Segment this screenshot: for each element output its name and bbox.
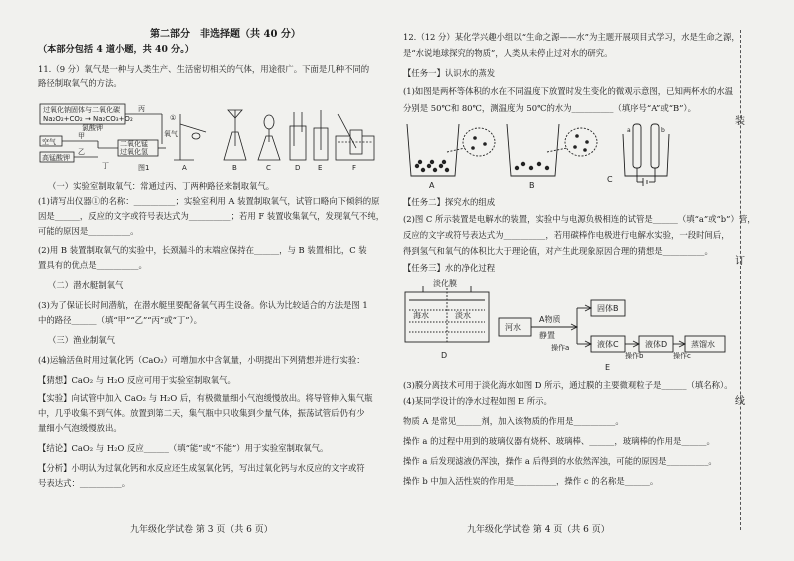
binding-mark: 线 xyxy=(735,396,745,407)
question-text: 因是______，反应的文字或符号表达式为__________；若用 F 装置收集氧气，发现氧气不纯， xyxy=(38,211,385,221)
fig-route: 乙 xyxy=(78,148,85,156)
question-text: 中的路径______（填“甲”“乙”“丙”或“丁”）。 xyxy=(38,315,203,325)
fig-device-label: B xyxy=(232,164,237,172)
fig-node: 固体B xyxy=(597,304,619,313)
question-text: 是“水说地球探究的物质”，人类从未停止过对水的研究。 xyxy=(403,48,613,58)
question-text: 操作 a 的过程中用到的玻璃仪器有烧杯、玻璃棒、______，玻璃棒的作用是______。 xyxy=(403,436,715,446)
fig-node: 液体D xyxy=(645,340,668,349)
question-text: (3)膜分离技术可用于淡化海水如图 D 所示，通过膜的主要微观粒子是______（填名称）。 xyxy=(403,380,733,390)
fig-label: 过氧化氢 xyxy=(120,148,148,156)
binding-mark: 订 xyxy=(735,256,745,267)
fig-device-label: D xyxy=(295,164,301,172)
question-text: 置具有的优点是__________。 xyxy=(38,260,147,270)
fig-device-label: C xyxy=(266,164,271,172)
question-text: 【任务三】水的净化过程 xyxy=(403,263,496,273)
fig-label: 氯酸钾 xyxy=(82,124,103,132)
fig-caption: D xyxy=(441,351,448,360)
fig-label: 高锰酸钾 xyxy=(42,154,70,162)
question-text: （一）实验室制取氧气：常通过丙、丁两种路径来制取氧气。 xyxy=(48,181,275,191)
right-page xyxy=(397,0,794,561)
fig-electrode-label: b xyxy=(661,127,665,134)
fig-route: 甲 xyxy=(78,132,85,140)
question-text: 【猜想】CaO₂ 与 H₂O 反应可用于实验室制取氧气。 xyxy=(38,375,236,385)
evaporation-figure xyxy=(401,120,681,190)
fig-label: A物质 xyxy=(539,315,561,324)
question-text: (4)某同学设计的净水过程如图 E 所示。 xyxy=(403,396,552,406)
fig-label: 淡化膜 xyxy=(433,279,457,288)
fig-label: 海水 xyxy=(413,311,429,320)
question-text: 路径制取氧气的方法。 xyxy=(38,78,122,88)
question-text: 操作 b 中加入活性炭的作用是__________，操作 c 的名称是______。 xyxy=(403,476,659,486)
fig-label: A xyxy=(429,181,435,190)
fig-label: B xyxy=(529,181,535,190)
question-text: （二）潜水艇制氧气 xyxy=(48,280,124,290)
question-text: 分别是 50℃和 80℃，测温度为 50℃的水为__________（填序号“A”或“B”）。 xyxy=(403,103,696,113)
fig-label: 空气 xyxy=(42,138,56,146)
question-text: 操作 a 后发现滤液仍浑浊，操作 a 后得到的水依然浑浊，可能的原因是__________。 xyxy=(403,456,717,466)
fig-route: 丁 xyxy=(102,162,109,170)
fig-label: 静置 xyxy=(539,331,555,340)
section-note: （本部分包括 4 道小题，共 40 分。） xyxy=(38,44,194,55)
fig-label: 操作b xyxy=(625,352,644,360)
binding-line xyxy=(740,30,741,530)
question-text: (2)图 C 所示装置是电解水的装置，实验中与电源负极相连的试管是______（填“a”或“b”）管， xyxy=(403,214,756,224)
fig-device-label: A xyxy=(182,164,187,172)
fig-box-equation: Na₂O₂+CO₂ → Na₂CO₃+O₂ xyxy=(43,115,133,123)
fig-electrode-label: a xyxy=(627,127,631,134)
question-text: (4)运输活鱼时用过氧化钙（CaO₂）可增加水中含氧量，小明提出下列猜想并进行实验： xyxy=(38,355,365,365)
question-text: 物质 A 是常见______剂，加入该物质的作用是__________。 xyxy=(403,416,624,426)
question-text: (2)用 B 装置制取氧气的实验中，长颈漏斗的末端应保持在______，与 B 装置相比，C 装 xyxy=(38,245,367,255)
fig-label: 淡水 xyxy=(455,311,471,320)
fig-box-label: 过氧化钠固体与二氧化碳 xyxy=(43,106,120,114)
fig-node: 液体C xyxy=(597,340,619,349)
fig-label: 操作c xyxy=(673,352,691,360)
question-text: 12.（12 分）某化学兴趣小组以“生命之源——水”为主题开展项目式学习，水是生命之源， xyxy=(403,32,740,42)
fig-label: 二氧化锰 xyxy=(120,140,148,148)
question-text: (3)为了保证长时间潜航，在潜水艇里要配备氧气再生设备。你认为比较适合的方法是图 1 xyxy=(38,300,368,310)
question-text: 号表达式：__________。 xyxy=(38,478,131,488)
page-footer: 九年级化学试卷 第 4 页（共 6 页） xyxy=(467,525,610,535)
question-text: 反应的文字或符号表达式为__________，若用碳棒作电极进行电解水实验，一段时间后， xyxy=(403,230,730,240)
fig-device-label: F xyxy=(352,164,357,172)
fig-route: 丙 xyxy=(138,105,145,113)
fig-label: 氧气 xyxy=(164,130,178,138)
fig-label: 操作a xyxy=(551,344,570,352)
question-text: 得到氢气和氧气的体积比大于理论值，对产生此现象原因合理的猜想是__________。 xyxy=(403,246,713,256)
fig-label: C xyxy=(607,175,613,184)
question-text: 【分析】小明认为过氧化钙和水反应还生成氢氧化钙，写出过氧化钙与水反应的文字或符 xyxy=(38,463,365,473)
question-text: 可能的原因是__________。 xyxy=(38,226,139,236)
question-text: 【任务一】认识水的蒸发 xyxy=(403,68,496,78)
question-text: 【任务二】探究水的组成 xyxy=(403,197,496,207)
question-text: 量细小气泡缓慢放出。 xyxy=(38,423,122,433)
question-text: （三）渔业制氧气 xyxy=(48,335,115,345)
question-text: 中，几乎收集不到气体。放置到第二天，集气瓶中只收集到少量气体，振荡试管后仍有少 xyxy=(38,408,365,418)
question-text: (1)如图是两杯等体积的水在不同温度下放置时发生变化的微观示意图，已知两杯水的水温 xyxy=(403,86,734,96)
fig-caption: E xyxy=(605,363,611,372)
fig-marker: ① xyxy=(170,114,177,122)
section-title: 第二部分 非选择题（共 40 分） xyxy=(150,29,301,40)
question-text: (1)请写出仪器①的名称：__________；实验室利用 A 装置制取氧气，试管口略向下倾斜的原 xyxy=(38,196,380,206)
purification-figure xyxy=(401,278,731,374)
fig-caption: 图1 xyxy=(138,164,150,172)
question-text: 【结论】CaO₂ 与 H₂O 反应______（填“能”或“不能”）用于实验室制取氧气。 xyxy=(38,443,329,453)
page-footer: 九年级化学试卷 第 3 页（共 6 页） xyxy=(130,525,273,535)
fig-node: 河水 xyxy=(505,323,521,332)
fig-node: 蒸馏水 xyxy=(691,340,715,349)
question-text: 11.（9 分）氧气是一种与人类生产、生活密切相关的气体，用途很广。下面是几种不同的 xyxy=(38,64,370,74)
binding-mark: 装 xyxy=(735,116,745,127)
fig-device-label: E xyxy=(318,164,323,172)
question-text: 【实验】向试管中加入 CaO₂ 与 H₂O 后，有极微量细小气泡缓慢放出。将导管伸入集气瓶 xyxy=(38,393,373,403)
apparatus-figure xyxy=(38,102,378,174)
